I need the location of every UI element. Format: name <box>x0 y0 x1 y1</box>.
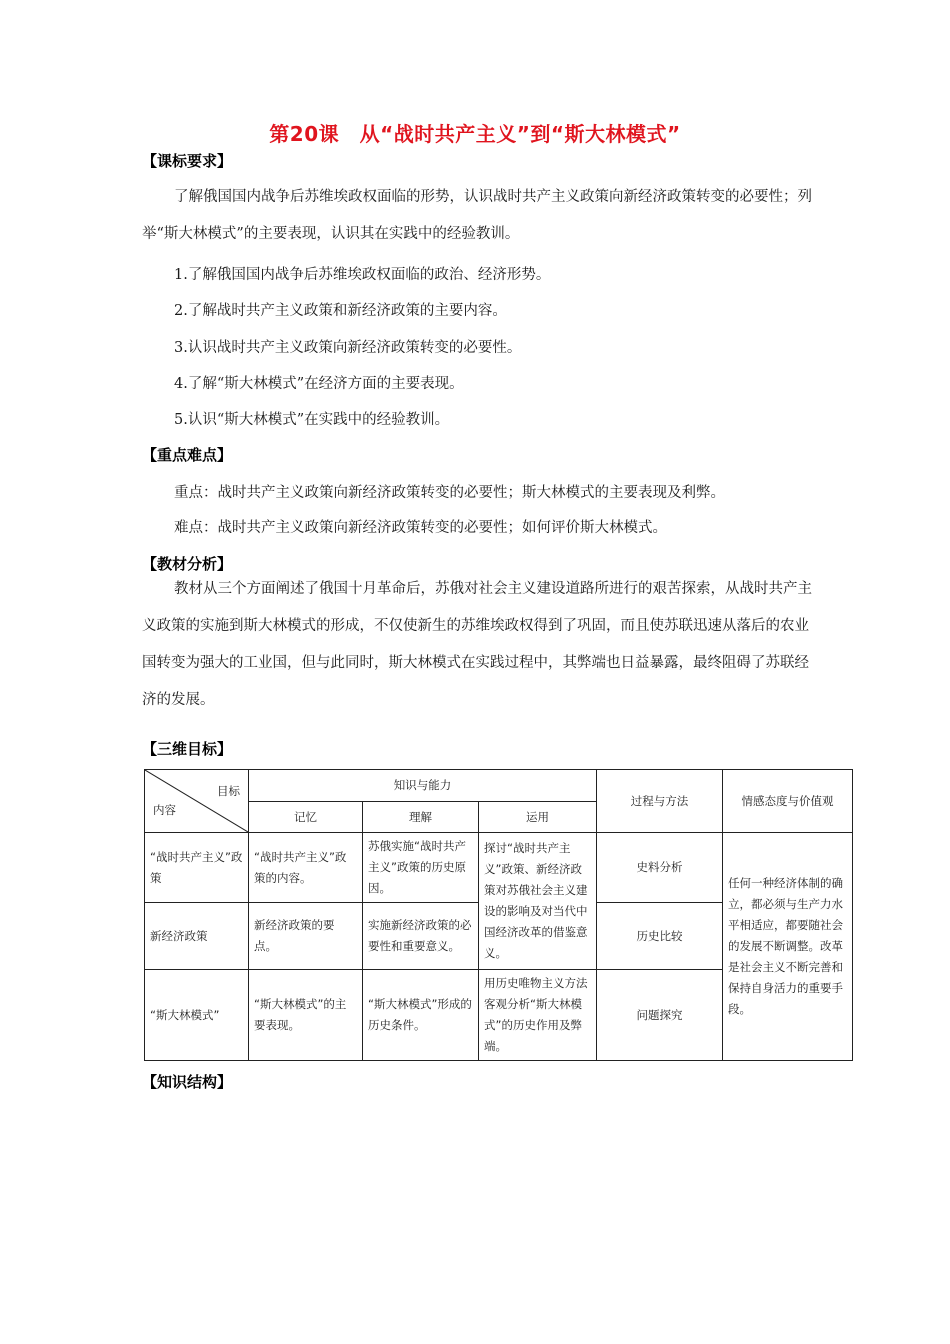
curriculum-item: 1.了解俄国国内战争后苏维埃政权面临的政治、经济形势。 <box>174 267 551 283</box>
header-understand: 理解 <box>363 802 479 833</box>
curriculum-item: 5.认识“斯大林模式”在实践中的经验教训。 <box>174 412 450 428</box>
key-point-text: 重点：战时共产主义政策向新经济政策转变的必要性；斯大林模式的主要表现及利弊。 <box>174 485 725 501</box>
structure-heading: 【知识结构】 <box>142 1073 233 1091</box>
difficult-point-text: 难点：战时共产主义政策向新经济政策转变的必要性；如何评价斯大林模式。 <box>174 520 667 536</box>
row-understand: “斯大林模式”形成的历史条件。 <box>363 970 479 1061</box>
row-remember: “斯大林模式”的主要表现。 <box>249 970 363 1061</box>
header-apply: 运用 <box>479 802 597 833</box>
row-content: 新经济政策 <box>145 903 249 970</box>
row-process: 史料分析 <box>597 833 723 903</box>
corner-goal-label: 目标 <box>217 784 240 798</box>
header-process: 过程与方法 <box>597 770 723 833</box>
table-corner-cell <box>145 770 249 833</box>
analysis-heading: 【教材分析】 <box>142 555 233 573</box>
lesson-title: 第20课 从“战时共产主义”到“斯大林模式” <box>269 122 681 146</box>
key-points-heading: 【重点难点】 <box>142 446 233 464</box>
header-remember: 记忆 <box>249 802 363 833</box>
row-process: 历史比较 <box>597 903 723 970</box>
header-knowledge: 知识与能力 <box>249 770 597 802</box>
row-understand: 苏俄实施“战时共产主义”政策的历史原因。 <box>363 833 479 903</box>
curriculum-item: 3.认识战时共产主义政策向新经济政策转变的必要性。 <box>174 340 522 356</box>
curriculum-item: 4.了解“斯大林模式”在经济方面的主要表现。 <box>174 376 464 392</box>
attitude-cell: 任何一种经济体制的确立，都必须与生产力水平相适应，都要随社会的发展不断调整。改革是社会主义不断完善和保持自身活力的重要手段。 <box>723 833 853 1061</box>
curriculum-heading: 【课标要求】 <box>142 152 233 170</box>
goals-heading: 【三维目标】 <box>142 740 233 758</box>
curriculum-intro: 了解俄国国内战争后苏维埃政权面临的形势，认识战时共产主义政策向新经济政策转变的必要性；列举“斯大林模式”的主要表现，认识其在实践中的经验教训。 <box>142 189 812 242</box>
row-remember: “战时共产主义”政策的内容。 <box>249 833 363 903</box>
goals-table <box>144 769 853 1061</box>
header-attitude: 情感态度与价值观 <box>723 770 853 833</box>
row-understand: 实施新经济政策的必要性和重要意义。 <box>363 903 479 970</box>
corner-content-label: 内容 <box>153 803 176 817</box>
row-apply: 探讨“战时共产主义”政策、新经济政策对苏俄社会主义建设的影响及对当代中国经济改革的借鉴意义。 <box>479 833 597 970</box>
row-apply: 用历史唯物主义方法客观分析“斯大林模式”的历史作用及弊端。 <box>479 970 597 1061</box>
row-remember: 新经济政策的要点。 <box>249 903 363 970</box>
curriculum-item: 2.了解战时共产主义政策和新经济政策的主要内容。 <box>174 303 507 319</box>
row-process: 问题探究 <box>597 970 723 1061</box>
row-content: “战时共产主义”政策 <box>145 833 249 903</box>
analysis-text: 教材从三个方面阐述了俄国十月革命后，苏俄对社会主义建设道路所进行的艰苦探索，从战时共产主义政策的实施到斯大林模式的形成，不仅使新生的苏维埃政权得到了巩固，而且使苏联迅速从落后的农业国转变为强大的工业国，但与此同时，斯大林模式在实践过程中，其弊端也日益暴露，最终阻碍了苏联经济的发展。 <box>142 581 812 708</box>
row-content: “斯大林模式” <box>145 970 249 1061</box>
